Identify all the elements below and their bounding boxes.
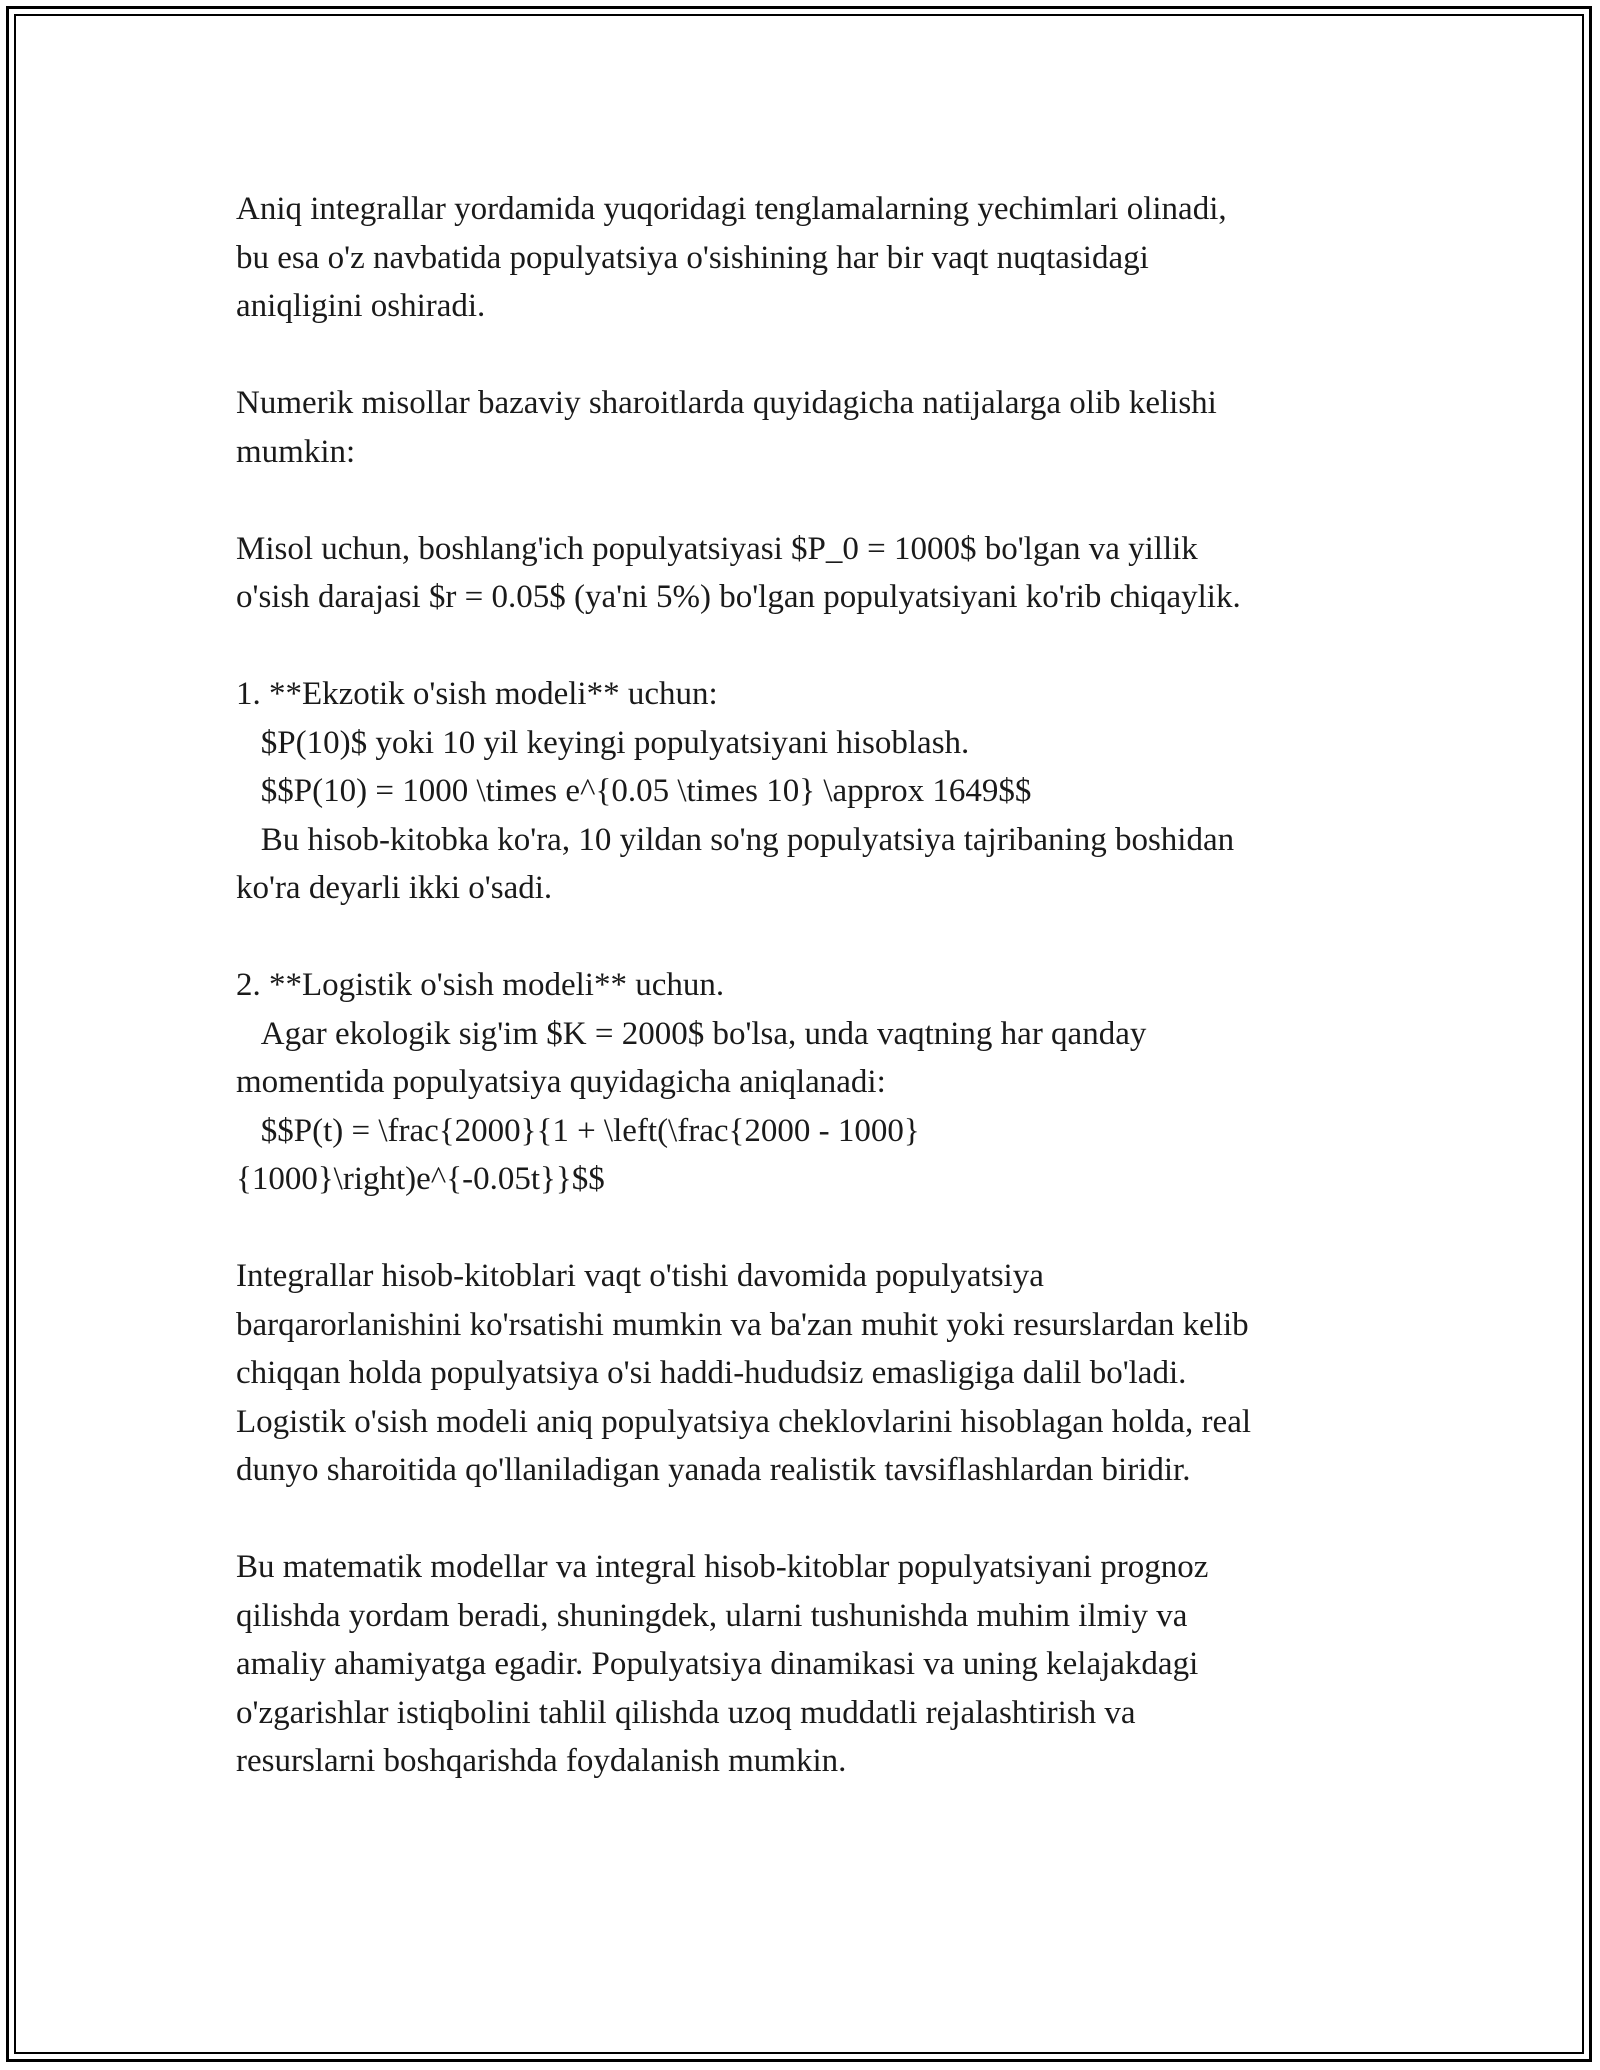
document-body <box>236 185 1386 1834</box>
paragraph-conclusion: Bu matematik modellar va integral hisob-kitoblar populyatsiyani prognoz qilishda yordam beradi, shuningdek, ularni tushunishda muhim ilmiy va amaliy ahamiyatga egadir. Populyatsiya dinamikasi va uning kelajakdagi o'zgarishlar istiqbolini tahlil qilishda uzoq muddatli rejalashtirish va resurslarni boshqarishda foydalanish mumkin. <box>236 1549 1209 1779</box>
paragraph-integrals-intro: Aniq integrallar yordamida yuqoridagi tenglamalarning yechimlari olinadi, bu esa o'z navbatida populyatsiya o'sishining har bir vaqt nuqtasidagi aniqligini oshiradi. <box>236 191 1227 324</box>
paragraph-numeric-examples: Numerik misollar bazaviy sharoitlarda quyidagicha natijalarga olib kelishi mumkin: <box>236 385 1217 470</box>
paragraph-logistic-model: 2. **Logistik o'sish modeli** uchun. Agar ekologik sig'im $K = 2000$ bo'lsa, unda vaqtning har qanday momentida populyatsiya quyidagicha aniqlanadi: $$P(t) = \frac{2000}{1 + \left(\frac{2000 - 1000} {1000}\right)e^{-0.05t}}$$ <box>236 967 1147 1197</box>
paragraph-example-setup: Misol uchun, boshlang'ich populyatsiyasi $P_0 = 1000$ bo'lgan va yillik o'sish darajasi $r = 0.05$ (ya'ni 5%) bo'lgan populyatsiyani ko'rib chiqaylik. <box>236 530 1241 615</box>
paragraph-integral-calculations: Integrallar hisob-kitoblari vaqt o'tishi davomida populyatsiya barqarorlanishini ko'rsatishi mumkin va ba'zan muhit yoki resurslardan kelib chiqqan holda populyatsiya o'si haddi-hududsiz emasligiga dalil bo'ladi. Logistik o'sish modeli aniq populyatsiya cheklovlarini hisoblagan holda, real dunyo sharoitida qo'llaniladigan yanada realistik tavsiflashlardan biridir. <box>236 1258 1252 1488</box>
paragraph-exponential-model: 1. **Ekzotik o'sish modeli** uchun: $P(10)$ yoki 10 yil keyingi populyatsiyani hisoblash. $$P(10) = 1000 \times e^{0.05 \times 10} \approx 1649$$ Bu hisob-kitobka ko'ra, 10 yildan so'ng populyatsiya tajribaning boshidan ko'ra deyarli ikki o'sadi. <box>236 676 1235 906</box>
